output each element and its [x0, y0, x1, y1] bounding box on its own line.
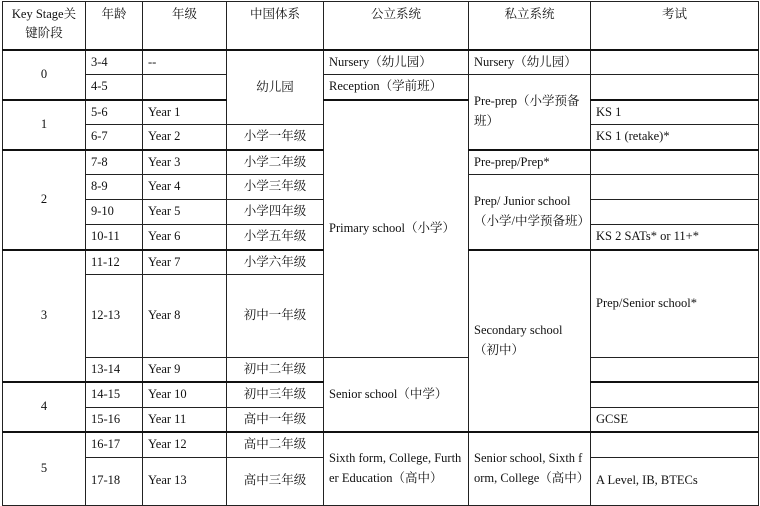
china-system-cell: 小学二年级 [227, 150, 324, 175]
public-system-cell: Nursery（幼儿园） [324, 50, 469, 75]
grade-cell: Year 6 [143, 225, 227, 250]
key-stage-cell: 3 [3, 250, 86, 383]
age-cell: 14-15 [86, 382, 143, 407]
grade-cell: Year 8 [143, 275, 227, 358]
private-system-cell: Pre-prep/Prep* [469, 150, 591, 175]
table-row [3, 100, 759, 125]
table-row [3, 75, 759, 100]
key-stage-cell: 1 [3, 100, 86, 150]
china-system-cell: 高中二年级 [227, 432, 324, 457]
age-cell: 13-14 [86, 357, 143, 382]
header-private-system: 私立系统 [469, 2, 591, 50]
public-system-cell: Sixth form, College, Further Education（高中） [324, 432, 469, 505]
grade-cell: Year 7 [143, 250, 227, 275]
private-system-cell: Prep/ Junior school（小学/中学预备班） [469, 175, 591, 250]
grade-cell: Year 3 [143, 150, 227, 175]
china-system-cell: 小学一年级 [227, 125, 324, 150]
age-cell: 12-13 [86, 275, 143, 358]
grade-cell: -- [143, 50, 227, 75]
key-stage-cell: 4 [3, 382, 86, 432]
public-system-cell: Primary school（小学） [324, 100, 469, 358]
exam-cell: A Level, IB, BTECs [591, 457, 759, 505]
age-cell: 16-17 [86, 432, 143, 457]
private-system-cell: Nursery（幼儿园） [469, 50, 591, 75]
public-system-cell: Reception（学前班） [324, 75, 469, 100]
private-system-cell: Senior school（中学） [324, 357, 469, 432]
china-system-cell: 小学三年级 [227, 175, 324, 200]
exam-cell [591, 200, 759, 225]
header-grade: 年级 [143, 2, 227, 50]
private-system-cell: Senior school, Sixth form, College（高中） [469, 432, 591, 505]
exam-cell: GCSE [591, 407, 759, 432]
grade-cell: Year 13 [143, 457, 227, 505]
header-exam: 考试 [591, 2, 759, 50]
exam-cell [591, 150, 759, 175]
header-china-system: 中国体系 [227, 2, 324, 50]
table-row [3, 357, 759, 382]
china-system-cell: 初中一年级 [227, 275, 324, 358]
exam-cell [591, 382, 759, 407]
china-system-cell: 高中一年级 [227, 407, 324, 432]
exam-cell [591, 75, 759, 100]
exam-cell [591, 175, 759, 200]
header-age: 年龄 [86, 2, 143, 50]
age-cell: 15-16 [86, 407, 143, 432]
grade-cell [143, 75, 227, 100]
china-system-cell: 初中二年级 [227, 357, 324, 382]
header-public-system: 公立系统 [324, 2, 469, 50]
private-system-cell: Prep/Senior school* [591, 250, 759, 358]
grade-cell: Year 5 [143, 200, 227, 225]
exam-cell [591, 432, 759, 457]
table-row [3, 50, 759, 75]
china-system-cell: 小学四年级 [227, 200, 324, 225]
age-cell: 6-7 [86, 125, 143, 150]
exam-cell: KS 1 (retake)* [591, 125, 759, 150]
exam-cell [591, 357, 759, 382]
key-stage-cell: 0 [3, 50, 86, 100]
header-key-stage: Key Stage关键阶段 [3, 2, 86, 50]
age-cell: 9-10 [86, 200, 143, 225]
key-stage-cell: 5 [3, 432, 86, 505]
public-system-cell: Secondary school（初中） [469, 250, 591, 433]
grade-cell: Year 10 [143, 382, 227, 407]
age-cell: 5-6 [86, 100, 143, 125]
grade-cell: Year 12 [143, 432, 227, 457]
age-cell: 8-9 [86, 175, 143, 200]
china-system-cell: 高中三年级 [227, 457, 324, 505]
grade-cell: Year 11 [143, 407, 227, 432]
age-cell: 17-18 [86, 457, 143, 505]
exam-cell: KS 1 [591, 100, 759, 125]
education-systems-table [2, 1, 759, 506]
age-cell: 11-12 [86, 250, 143, 275]
china-system-cell: 初中三年级 [227, 382, 324, 407]
grade-cell: Year 9 [143, 357, 227, 382]
key-stage-cell: 2 [3, 150, 86, 250]
china-system-cell: 小学五年级 [227, 225, 324, 250]
age-cell: 3-4 [86, 50, 143, 75]
grade-cell: Year 1 [143, 100, 227, 125]
age-cell: 7-8 [86, 150, 143, 175]
table-row [3, 432, 759, 457]
china-system-cell: 幼儿园 [227, 50, 324, 125]
exam-cell: KS 2 SATs* or 11+* [591, 225, 759, 250]
private-system-cell: Pre-prep（小学预备班） [469, 75, 591, 150]
exam-cell [591, 50, 759, 75]
grade-cell: Year 4 [143, 175, 227, 200]
grade-cell: Year 2 [143, 125, 227, 150]
china-system-cell: 小学六年级 [227, 250, 324, 275]
age-cell: 10-11 [86, 225, 143, 250]
age-cell: 4-5 [86, 75, 143, 100]
